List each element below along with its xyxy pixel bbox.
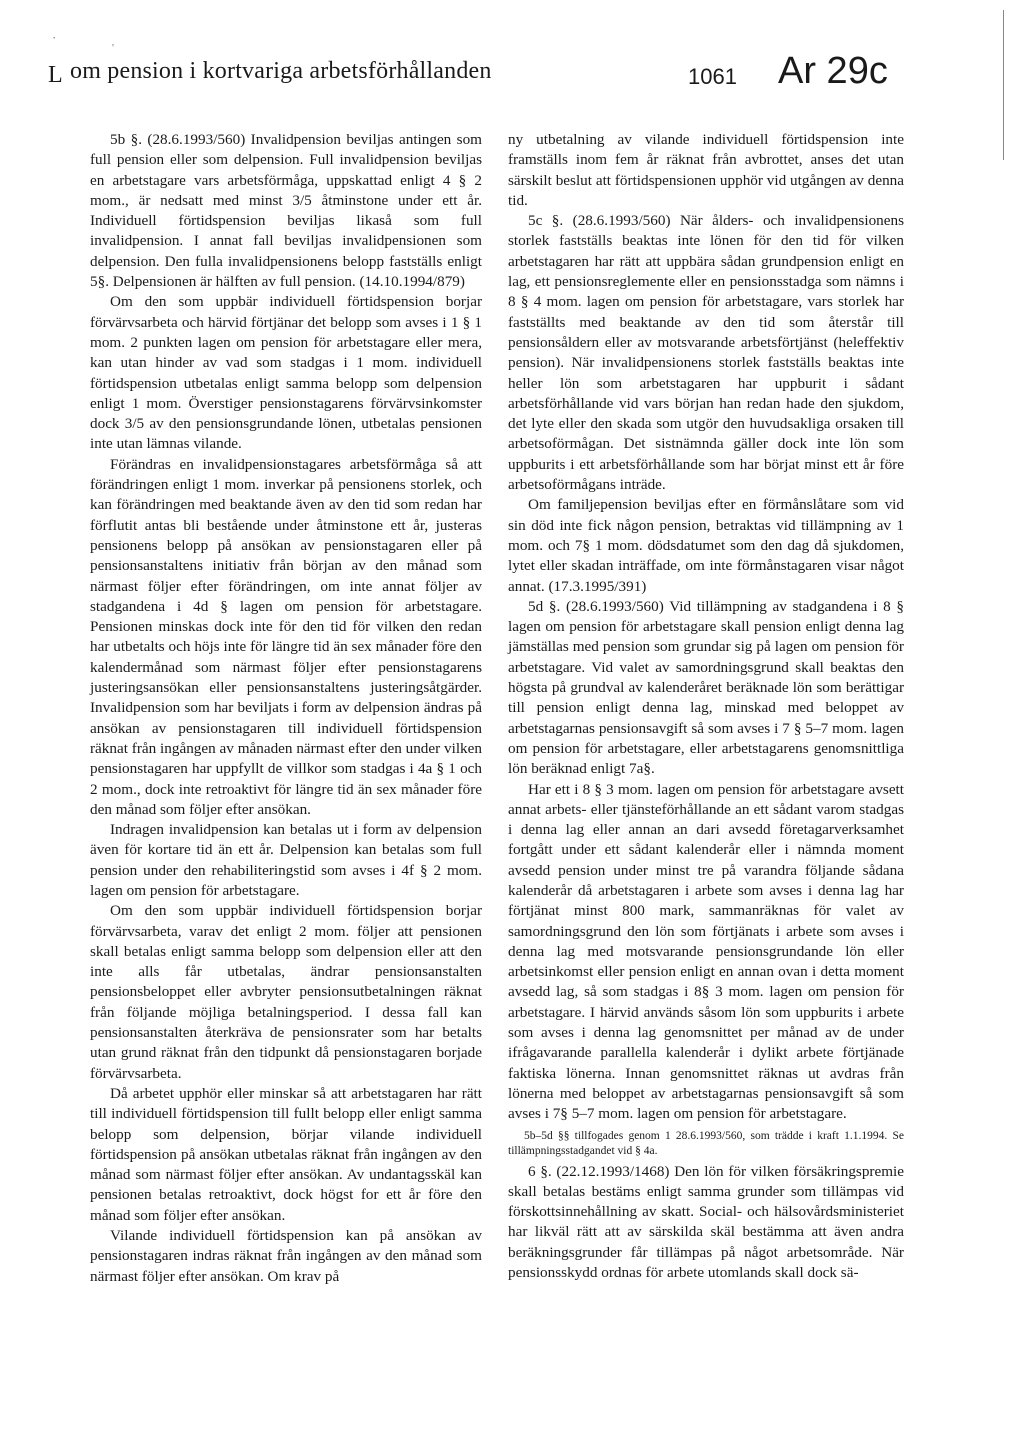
- paragraph: 5c §. (28.6.1993/560) När ålders- och invalidpensionens storlek fastställs beaktas inte lönen för den tid för vilken arbetstagaren har rätt att uppbära sådan grundpension enligt en lag, ett pensionsreglemente eller en pensionsstadga som nämns i 8 § 4 mom. lagen om pension för arbetstagare, vars storlek har fastställts med beaktande av den tid som återstår till pensionsåldern eller av motsvarande arbetsförtjänst (heleffektiv pension). När invalidpensionens storlek fastställs beaktas inte heller lön som arbetstagaren har uppburit i sådant arbetsförhållande vid vars början han redan hade den sjukdom, det lyte eller den skada som utgör den huvudsakliga orsaken till arbetsoförmågan. Det sistnämnda gäller dock inte lön som uppburits i ett arbetsförhållande som har börjat minst ett år före arbetsoförmågans inträde.: [508, 212, 904, 494]
- amendment-note: 5b–5d §§ tillfogades genom 1 28.6.1993/560, som trädde i kraft 1.1.1994. Se tillämpningsstadgandet vid § 4a.: [508, 1129, 904, 1157]
- paragraph: Indragen invalidpension kan betalas ut i form av delpension även för kortare tid än ett år. Delpension kan betalas som full pension under den rehabiliteringstid som avses i 4f § 2 mom. lagen om pension för arbetstagare.: [90, 821, 482, 899]
- chapter-label: Ar 29c: [778, 50, 888, 92]
- paragraph: Förändras en invalidpensionstagares arbetsförmåga så att förändringen enligt 1 mom. inverkar på pensionens storlek, och kan förändringen med beaktande även av den tid som redan har förflutit antas bli bestående under åtminstone ett år, justeras pensionens belopp på ansökan av pensionstagaren eller på pensionsanstaltens initiativ från början av den månad som närmast följer efter förändringen, om inte annat följer av stadgandena i 4d § lagen om pension för arbetstagare. Pensionen minskas dock inte för den tid för vilken den redan har utbetalts och höjs inte för längre tid än sex månader före den kalendermånad som närmast följer efter pensionstagarens justeringsansökan eller pensionsanstaltens justeringsåtgärder. Invalidpension som har beviljats i form av delpension ändras på ansökan av pensionstagaren till individuell förtidspension räknat från ingången av månaden närmast efter den under vilken pensionstagaren har uppfyllt de villkor som stadgas i 4a § 1 och 2 mom., dock inte retroaktivt för längre tid än sex månader före den månad som följer efter ansökan.: [90, 455, 482, 818]
- page-number: 1061: [688, 64, 737, 89]
- paragraph: 5d §. (28.6.1993/560) Vid tillämpning av stadgandena i 8 § lagen om pension för arbetstagare skall pension enligt denna lag jämställas med pension som grundar sig på lagen om pension för arbetstagare. Vid valet av samordningsgrund skall beaktas den högsta på grundval av kalenderåret beräknade lön som berättigar till pension enligt denna lag, minskad med beloppet av arbetstagarnas pensionsavgift så som avses i 7 § 5–7 mom. lagen om pension för arbetstagare, eller arbetstagarens genomsnittliga lön beräknad enligt 7a§.: [508, 597, 904, 778]
- paragraph: ny utbetalning av vilande individuell förtidspension inte framställs inom fem år räknat från avbrottet, anses det utan särskilt beslut att förtidspensionen upphör vid utgången av denna tid.: [508, 131, 904, 209]
- header-mark: L: [48, 62, 63, 88]
- paragraph: Vilande individuell förtidspension kan på ansökan av pensionstagaren indras räknat från ingången av den månad som närmast följer efter ansökan. Om krav på: [90, 1227, 482, 1285]
- scan-artifact: ': [112, 42, 114, 54]
- paragraph: Då arbetet upphör eller minskar så att arbetstagaren har rätt till individuell förtidspension till fullt belopp eller enligt samma belopp som delpension, börjar vilande individuell förtidspension på ansökan utbetalas räknat från ingången av den månad som närmast följer efter ansökan. Av undantagsskäl kan pensionen betalas retroaktivt, dock högst for ett år före den månad som följer efter ansökan.: [90, 1084, 482, 1224]
- page-header: [48, 50, 948, 100]
- paragraph: Har ett i 8 § 3 mom. lagen om pension för arbetstagare avsett annat arbets- eller tjänsteförhållande an ett sådant varom stadgas i denna lag eller annan an dari avsedd företagarverksamhet fortgått under ett sådant kalenderår eller i nämnda moment avsedd pension under minst tre på varandra följande sådana kalenderår då arbetstagaren i arbete som avses i denna lag har förtjänat minst 800 mark, sammanräknas för valet av samordningsgrund den lön som förtjänats i arbete som avses i denna lag med motsvarande pensionsgrundande lön eller arbetsinkomst eller pension enligt en annan ovan i detta moment avsedd lag, så som stadgas i 8§ 3 mom. lagen om pension för arbetstagare. I härvid används såsom lön som uppburits i arbete som avses i denna lag genomsnittet per månad av de under ifrågavarande parallella kalenderår i dylikt arbete förtjänade faktiska lönerna. Innan genomsnittet räknas ut avdras från lönerna med beloppet av arbetstagarnas pensionsavgift så som avses i 7§ 5–7 mom. lagen om pension för arbetstagare.: [508, 780, 904, 1123]
- running-title: om pension i kortvariga arbetsförhållanden: [70, 58, 492, 84]
- paragraph: Om familjepension beviljas efter en förmånslåtare som vid sin död inte fick någon pension, betraktas vid tillämpning av 1 mom. och 7§ 1 mom. dödsdatumet som den dag då sjukdomen, lytet eller skadan inträffade, om inte förmånstagaren visar något annat. (17.3.1995/391): [508, 496, 904, 595]
- left-column: [90, 130, 482, 1287]
- scan-artifact: ·: [52, 30, 57, 45]
- paragraph: 6 §. (22.12.1993/1468) Den lön för vilken försäkringspremie skall betalas bestäms enligt samma grunder som tillämpas vid förskottsinnehållning av skatt. Social- och hälsovårdsministeriet har likväl rätt att av särskilda skäl bestämma att även andra beräkningsgrunder får tillämpas på något arbetsområde. När pensionsskydd ordnas för arbete utomlands skall dock sä-: [508, 1162, 904, 1282]
- paragraph: Om den som uppbär individuell förtidspension borjar förvärvsarbeta och härvid förtjänar det belopp som avses i 1 § 1 mom. 2 punkten lagen om pension för arbetstagare eller mera, kan utan hinder av vad som stadgas i 1 mom. individuell förtidspension utbetalas enligt samma belopp som delpension enligt 1 mom. Överstiger pensionstagarens förvärvsinkomster dock 3/5 av den pensionsgrundande lönen, utbetalas pensionen inte utan lämnas vilande.: [90, 293, 482, 453]
- right-column: [508, 130, 904, 1283]
- paragraph: Om den som uppbär individuell förtidspension borjar förvärvsarbeta, varav det enligt 2 mom. följer att pensionen skall betalas enligt samma belopp som delpension eller att den inte alls får utbetalas, ändrar pensionsanstalten pensionsbeloppet eller avbryter pensionsutbetalningen räknat från följande möjliga betalningsperiod. I dessa fall kan pensionsanstalten återkräva de pensionsrater som har betalts utan grund räknat från den tidpunkt då pensionstagaren borjade förvärvsarbeta.: [90, 902, 482, 1082]
- paragraph: 5b §. (28.6.1993/560) Invalidpension beviljas antingen som full pension eller som delpension. Full invalidpension beviljas en arbetstagare vars arbetsförmåga, uppskattad enligt 4 § 2 mom., är nedsatt med minst 3/5 åtminstone under ett år. Individuell förtidspension beviljas likaså som full invalidpension. I annat fall beviljas invalidpensionen som delpension. Den fulla invalidpensionens belopp fastställs enligt 5§. Delpensionen är hälften av full pension. (14.10.1994/879): [90, 131, 482, 291]
- scan-edge-line: [1003, 10, 1004, 160]
